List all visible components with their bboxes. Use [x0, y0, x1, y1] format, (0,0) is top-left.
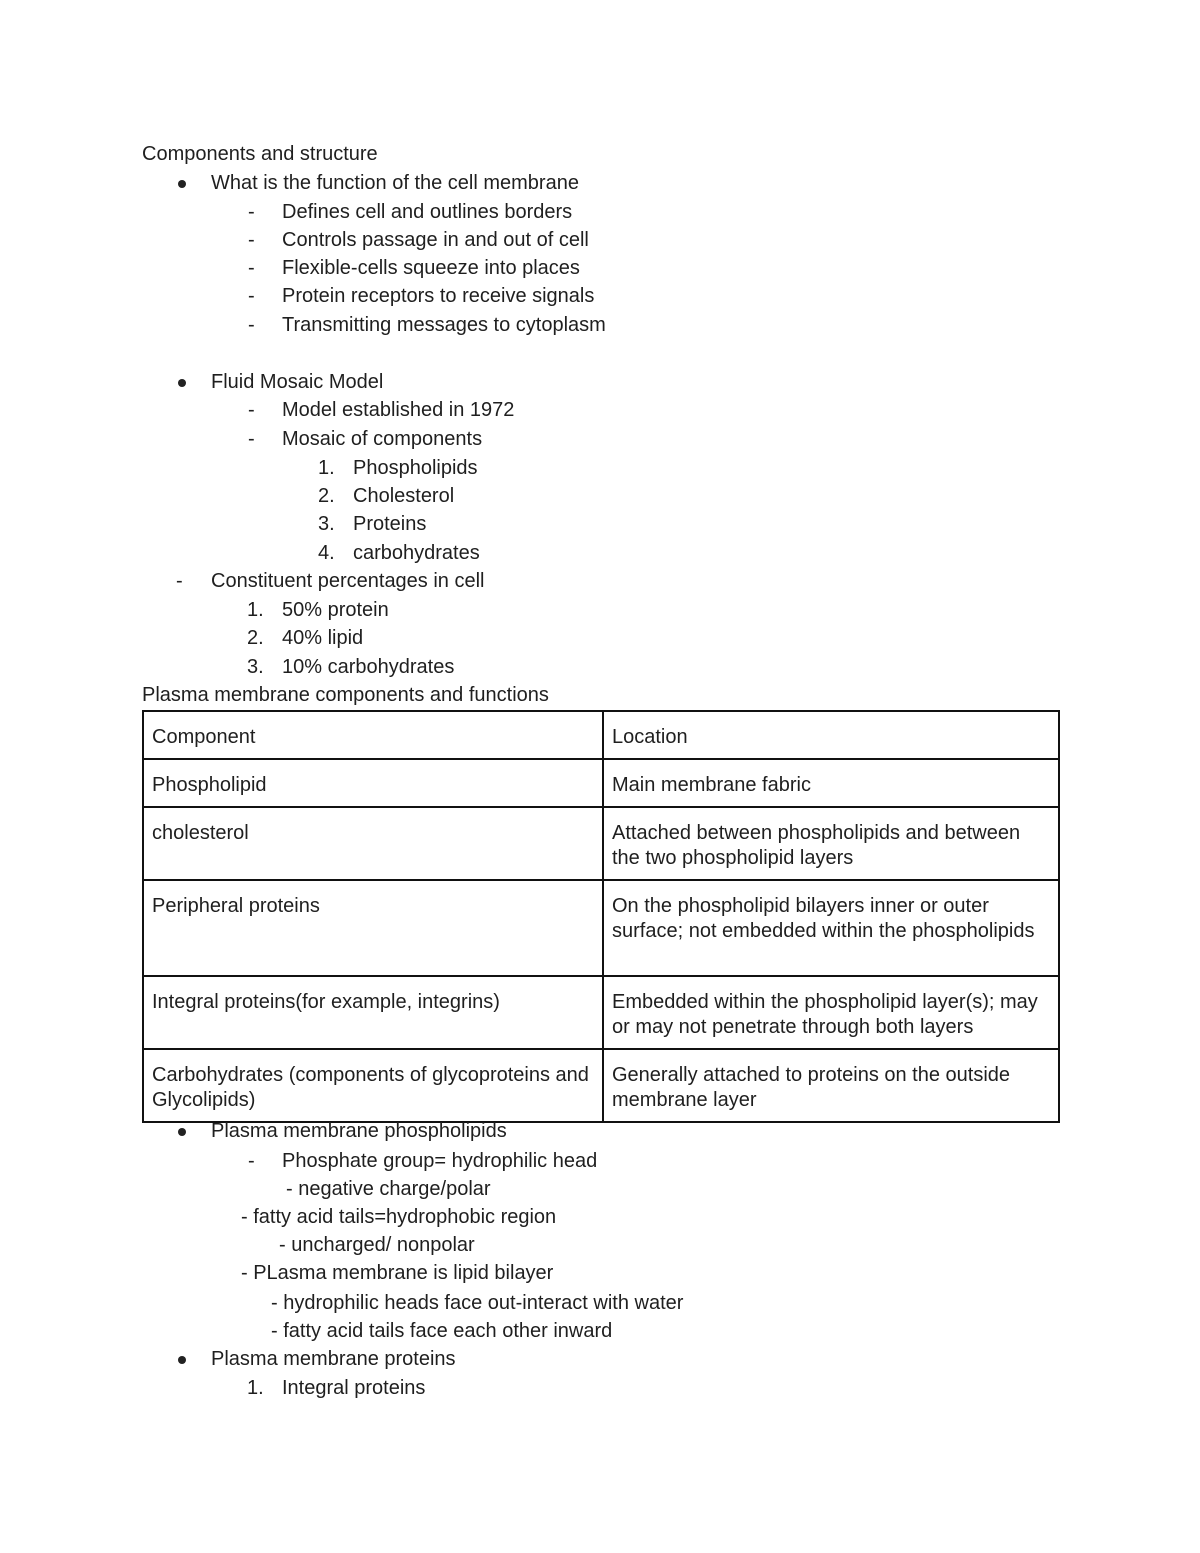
table-row [143, 976, 1059, 1049]
table-cell: cholesterol [143, 807, 603, 880]
component-item: Cholesterol [353, 485, 455, 507]
phospholipid-note: - negative charge/polar [286, 1178, 491, 1200]
list-number: 4. [318, 542, 335, 564]
list-number: 3. [247, 656, 264, 678]
phospholipid-note: - uncharged/ nonpolar [279, 1234, 475, 1256]
dash-marker: - [248, 1150, 255, 1172]
dash-marker: - [248, 285, 255, 307]
function-item: Controls passage in and out of cell [282, 229, 589, 251]
dash-marker: - [248, 428, 255, 450]
table-header-cell: Location [603, 711, 1059, 759]
constituent-title: Constituent percentages in cell [211, 570, 485, 592]
heading: Components and structure [142, 143, 378, 165]
bullet-icon [178, 1356, 186, 1364]
phospholipid-note: - fatty acid tails face each other inward [271, 1320, 613, 1342]
dash-marker: - [176, 570, 183, 592]
table-cell: Embedded within the phospholipid layer(s); may or may not penetrate through both layers [603, 976, 1059, 1049]
component-item: carbohydrates [353, 542, 480, 564]
function-item: Transmitting messages to cytoplasm [282, 314, 606, 336]
function-item: Flexible-cells squeeze into places [282, 257, 580, 279]
component-item: Phospholipids [353, 457, 478, 479]
percentage-item: 50% protein [282, 599, 389, 621]
fmm-item: Mosaic of components [282, 428, 483, 450]
phospholipid-note: - hydrophilic heads face out-interact with water [271, 1292, 684, 1314]
proteins-title: Plasma membrane proteins [211, 1348, 456, 1370]
table-cell: Peripheral proteins [143, 880, 603, 976]
phospholipid-note: - fatty acid tails=hydrophobic region [241, 1206, 557, 1228]
table-cell: Generally attached to proteins on the outside membrane layer [603, 1049, 1059, 1122]
table-cell: Main membrane fabric [603, 759, 1059, 807]
percentage-item: 40% lipid [282, 627, 364, 649]
table-cell: Phospholipid [143, 759, 603, 807]
function-question: What is the function of the cell membrane [211, 172, 579, 194]
bullet-icon [178, 1128, 186, 1136]
list-number: 3. [318, 513, 335, 535]
phospholipid-note: - PLasma membrane is lipid bilayer [241, 1262, 554, 1284]
table-row [143, 880, 1059, 976]
table-cell: Integral proteins(for example, integrins) [143, 976, 603, 1049]
dash-marker: - [248, 399, 255, 421]
components-table [142, 710, 1060, 1123]
fmm-title: Fluid Mosaic Model [211, 371, 384, 393]
bullet-icon [178, 180, 186, 188]
dash-marker: - [248, 257, 255, 279]
dash-marker: - [248, 201, 255, 223]
function-item: Protein receptors to receive signals [282, 285, 595, 307]
list-number: 1. [247, 1377, 264, 1399]
table-row [143, 759, 1059, 807]
component-item: Proteins [353, 513, 427, 535]
phospholipids-title: Plasma membrane phospholipids [211, 1120, 507, 1142]
table-cell: On the phospholipid bilayers inner or outer surface; not embedded within the phospholipids [603, 880, 1059, 976]
list-number: 1. [318, 457, 335, 479]
dash-marker: - [248, 229, 255, 251]
table-row [143, 807, 1059, 880]
function-item: Defines cell and outlines borders [282, 201, 573, 223]
table-cell: Carbohydrates (components of glycoproteins and Glycolipids) [143, 1049, 603, 1122]
list-number: 2. [318, 485, 335, 507]
fmm-item: Model established in 1972 [282, 399, 515, 421]
phospholipid-note: Phosphate group= hydrophilic head [282, 1150, 598, 1172]
dash-marker: - [248, 314, 255, 336]
bullet-icon [178, 379, 186, 387]
protein-item: Integral proteins [282, 1377, 426, 1399]
table-row [143, 1049, 1059, 1122]
list-number: 1. [247, 599, 264, 621]
table-cell: Attached between phospholipids and between the two phospholipid layers [603, 807, 1059, 880]
table-title: Plasma membrane components and functions [142, 684, 549, 706]
list-number: 2. [247, 627, 264, 649]
table-header-row [143, 711, 1059, 759]
table-header-cell: Component [143, 711, 603, 759]
percentage-item: 10% carbohydrates [282, 656, 455, 678]
